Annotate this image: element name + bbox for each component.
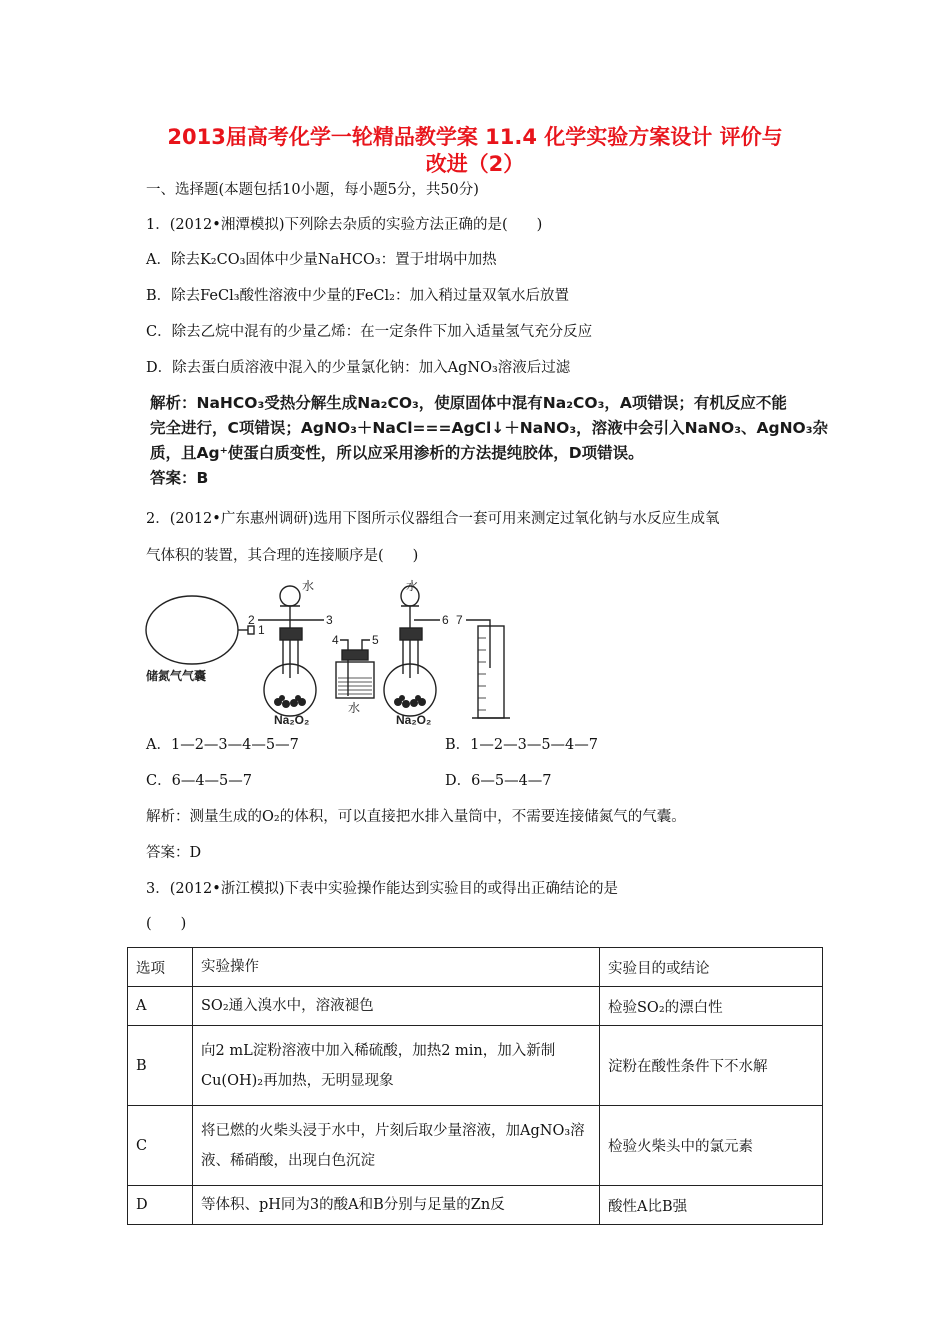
q2-analysis: 解析：测量生成的O₂的体积，可以直接把水排入量筒中，不需要连接储氮气的气囊。 — [146, 809, 686, 825]
table-cell: A — [128, 987, 193, 1026]
port-label-6: 6 — [442, 613, 449, 627]
gas-bag-caption: 储氮气气囊 — [146, 669, 207, 683]
q3-answer-paren: ( ) — [146, 916, 187, 932]
table-cell: 酸性A比B强 — [600, 1186, 823, 1225]
q2-answer: 答案：D — [146, 845, 202, 861]
port-label-5: 5 — [372, 633, 379, 647]
header-cell-operation: 实验操作 — [193, 948, 600, 987]
table-row — [128, 1186, 823, 1225]
table-header-row — [128, 948, 823, 987]
q1-option-b: B．除去FeCl₃酸性溶液中少量的FeCl₂：加入稍过量双氧水后放置 — [146, 288, 569, 304]
port-label-1: 1 — [258, 623, 265, 637]
q1-option-c: C．除去乙烷中混有的少量乙烯：在一定条件下加入适量氢气充分反应 — [146, 324, 593, 340]
q3-table — [127, 947, 823, 1225]
measuring-cylinder — [456, 613, 510, 718]
section-heading: 一、选择题(本题包括10小题，每小题5分，共50分) — [146, 182, 479, 198]
q1-answer: 答案：B — [150, 469, 209, 487]
table-row — [128, 1026, 823, 1106]
q1-option-a: A．除去K₂CO₃固体中少量NaHCO₃：置于坩埚中加热 — [146, 252, 497, 268]
table-cell: 向2 mL淀粉溶液中加入稀硫酸，加热2 min，加入新制Cu(OH)₂再加热，无明显现象 — [193, 1026, 600, 1106]
port-label-4: 4 — [332, 633, 339, 647]
flask-apparatus-1 — [248, 578, 333, 727]
header-cell-conclusion: 实验目的或结论 — [600, 948, 823, 987]
table-cell: 检验SO₂的漂白性 — [600, 987, 823, 1026]
reagent-label-1: Na₂O₂ — [274, 713, 310, 727]
document-title — [120, 124, 830, 178]
water-label-2: 水 — [348, 701, 361, 715]
q1-analysis-line: 解析：NaHCO₃受热分解生成Na₂CO₃，使原固体中混有Na₂CO₃，A项错误；有机反应不能 — [150, 394, 787, 412]
table-cell: 检验火柴头中的氯元素 — [600, 1106, 823, 1186]
port-label-3: 3 — [326, 613, 333, 627]
q2-option-b: B．1—2—3—5—4—7 — [445, 737, 599, 753]
table-cell: SO₂通入溴水中，溶液褪色 — [193, 987, 600, 1026]
q1-stem: 1．(2012•湘潭模拟)下列除去杂质的实验方法正确的是( ) — [146, 217, 543, 233]
q2-option-a: A．1—2—3—4—5—7 — [146, 737, 299, 753]
q1-analysis-block — [150, 391, 830, 491]
table-cell: B — [128, 1026, 193, 1106]
q2-option-d: D．6—5—4—7 — [445, 773, 552, 789]
water-label-3: 水 — [406, 579, 419, 593]
q2-option-c: C．6—4—5—7 — [146, 773, 252, 789]
gas-bag — [146, 596, 265, 683]
table-cell: 等体积、pH同为3的酸A和B分别与足量的Zn反 — [193, 1186, 600, 1225]
water-label-1: 水 — [302, 579, 315, 593]
port-label-7: 7 — [456, 613, 463, 627]
q2-stem-line-1: 2．(2012•广东惠州调研)选用下图所示仪器组合一套可用来测定过氧化钠与水反应生成氧 — [146, 511, 720, 527]
table-cell: D — [128, 1186, 193, 1225]
q1-analysis-line: 完全进行，C项错误；AgNO₃＋NaCl===AgCl↓＋NaNO₃，溶液中会引入NaNO₃、AgNO₃杂 — [150, 419, 829, 437]
water-bottle — [332, 633, 379, 715]
table-cell: C — [128, 1106, 193, 1186]
title-line-1: 2013届高考化学一轮精品教学案 11.4 化学实验方案设计 评价与 — [167, 125, 783, 149]
table-row — [128, 1106, 823, 1186]
q1-option-d: D．除去蛋白质溶液中混入的少量氯化钠：加入AgNO₃溶液后过滤 — [146, 360, 571, 376]
q3-stem: 3．(2012•浙江模拟)下表中实验操作能达到实验目的或得出正确结论的是 — [146, 881, 618, 897]
port-label-2: 2 — [248, 613, 255, 627]
q1-analysis-line: 质，且Ag⁺使蛋白质变性，所以应采用渗析的方法提纯胶体，D项错误。 — [150, 444, 644, 462]
apparatus-figure — [140, 578, 520, 728]
table-cell: 淀粉在酸性条件下不水解 — [600, 1026, 823, 1106]
title-line-2: 改进（2） — [425, 152, 525, 176]
reagent-label-2: Na₂O₂ — [396, 713, 432, 727]
table-cell: 将已燃的火柴头浸于水中，片刻后取少量溶液，加AgNO₃溶液、稀硝酸，出现白色沉淀 — [193, 1106, 600, 1186]
flask-apparatus-2 — [384, 578, 449, 727]
q2-stem-line-2: 气体积的装置，其合理的连接顺序是( ) — [146, 548, 419, 564]
table-row — [128, 987, 823, 1026]
header-cell-option: 选项 — [128, 948, 193, 987]
